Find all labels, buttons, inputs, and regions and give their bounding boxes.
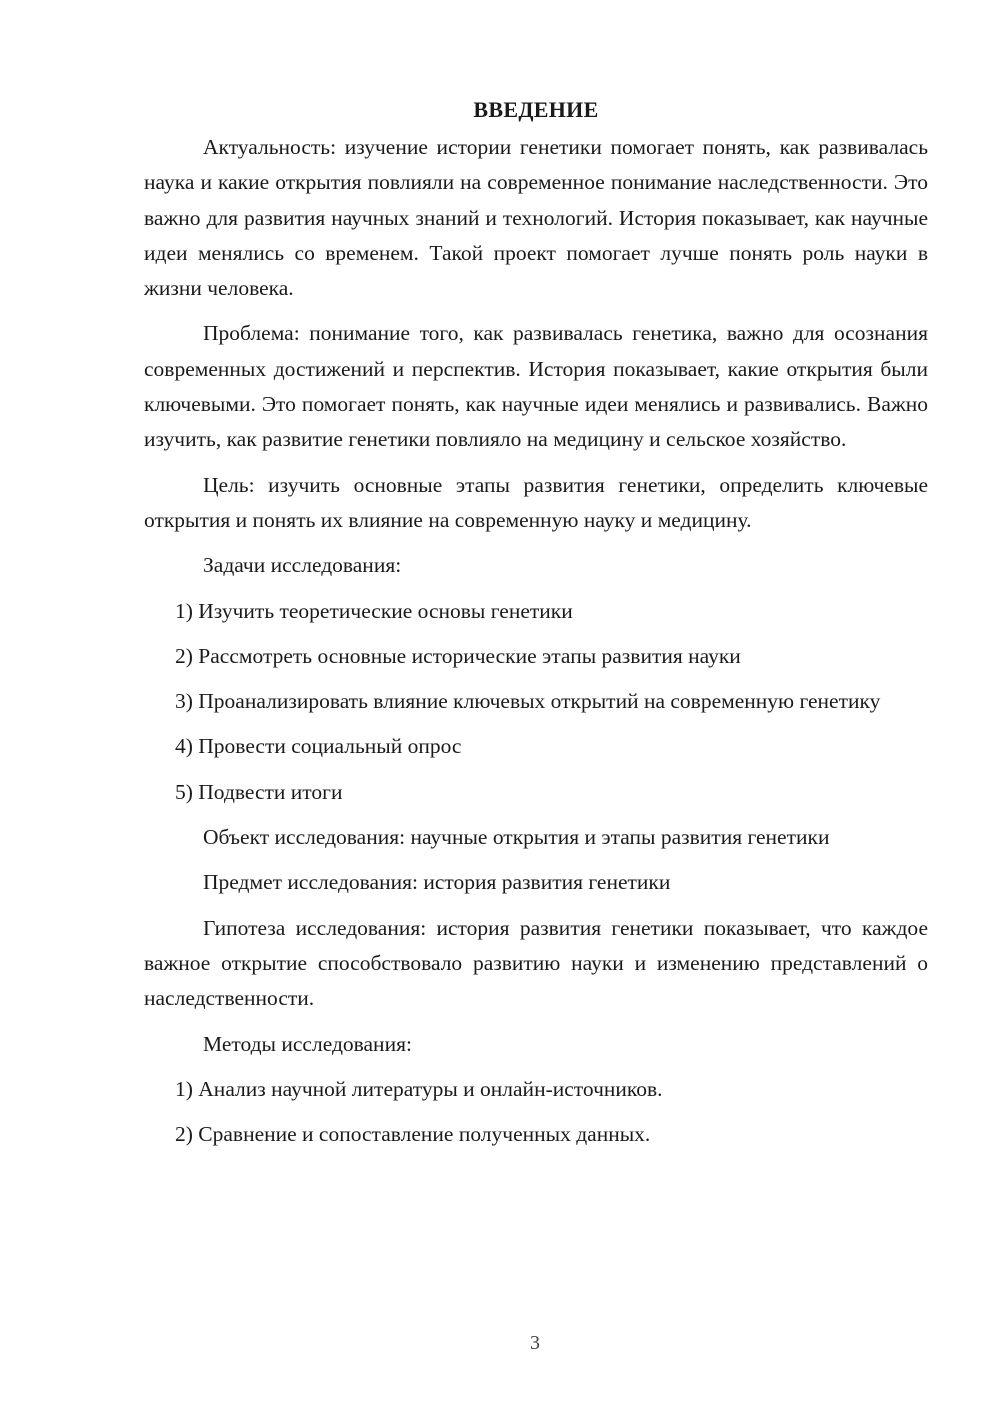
page-number: 3 bbox=[530, 1332, 540, 1354]
page-title: ВВЕДЕНИЕ bbox=[473, 97, 599, 122]
task-item-5: 5) Подвести итоги bbox=[175, 779, 343, 804]
task-item-1: 1) Изучить теоретические основы генетики bbox=[175, 598, 573, 623]
goal-paragraph: Цель: изучить основные этапы развития генетики, определить ключевые открытия и понять их влияние на современную науку и медицину. bbox=[144, 472, 928, 532]
research-object: Объект исследования: научные открытия и этапы развития генетики bbox=[203, 825, 830, 850]
task-item-4: 4) Провести социальный опрос bbox=[175, 734, 462, 759]
method-item-1: 1) Анализ научной литературы и онлайн-источников. bbox=[175, 1076, 663, 1101]
task-item-2: 2) Рассмотреть основные исторические этапы развития науки bbox=[175, 643, 741, 668]
problem-paragraph: Проблема: понимание того, как развивалась генетика, важно для осознания современных достижений и перспектив. История показывает, какие открытия были ключевыми. Это помогает понять, как научные идеи менялись и развивались. Важно изучить, как развитие генетики повлияло на медицину и сельское хозяйство. bbox=[144, 321, 928, 452]
method-item-2: 2) Сравнение и сопоставление полученных данных. bbox=[175, 1122, 651, 1147]
methods-heading: Методы исследования: bbox=[203, 1031, 412, 1056]
task-item-3: 3) Проанализировать влияние ключевых открытий на современную генетику bbox=[175, 689, 881, 714]
research-hypothesis: Гипотеза исследования: история развития генетики показывает, что каждое важное открытие способствовало развитию науки и изменению представлений о наследственности. bbox=[144, 915, 928, 1011]
research-subject: Предмет исследования: история развития генетики bbox=[203, 870, 671, 895]
relevance-paragraph: Актуальность: изучение истории генетики помогает понять, как развивалась наука и какие открытия повлияли на современное понимание наследственности. Это важно для развития научных знаний и технологий. История показывает, как научные идеи менялись со временем. Такой проект помогает лучше понять роль науки в жизни человека. bbox=[144, 135, 928, 301]
document-page bbox=[144, 90, 928, 1162]
tasks-heading: Задачи исследования: bbox=[203, 553, 402, 578]
